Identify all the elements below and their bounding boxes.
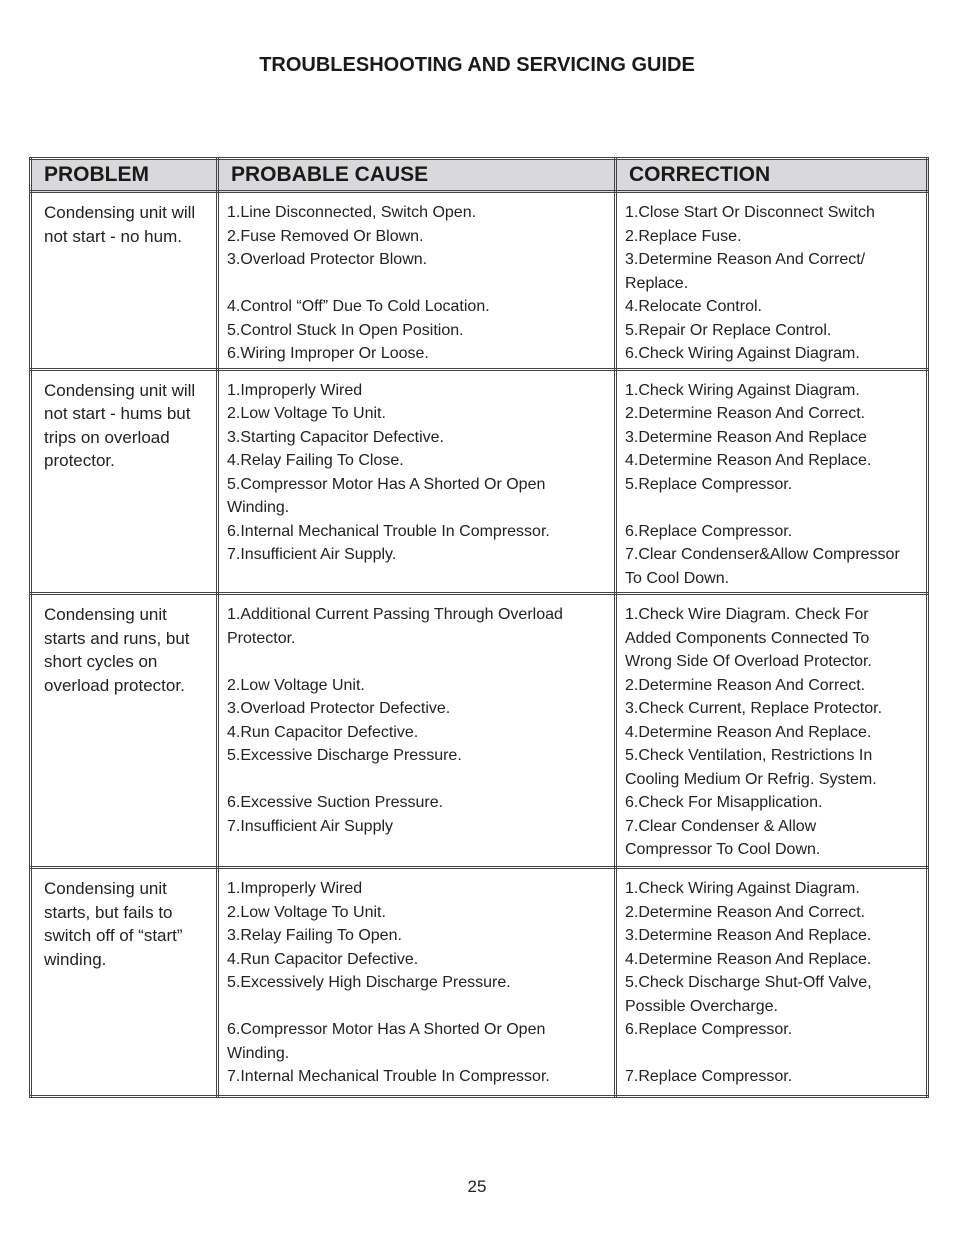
text-line: 7.Clear Condenser&Allow Compressor — [625, 546, 900, 563]
text-line: switch off of “start” — [44, 926, 183, 945]
troubleshooting-table — [29, 157, 929, 1098]
cause-cell — [218, 594, 616, 868]
text-line: 3.Overload Protector Defective. — [227, 700, 451, 717]
text-line: 1.Line Disconnected, Switch Open. — [227, 204, 477, 221]
text-line — [625, 1042, 922, 1066]
text-line: To Cool Down. — [625, 569, 730, 587]
text-line: 2.Low Voltage To Unit. — [227, 405, 386, 422]
text-line: overload protector. — [44, 675, 185, 695]
text-line: 2.Determine Reason And Correct. — [625, 405, 866, 422]
text-line: 2.Determine Reason And Correct. — [625, 676, 866, 694]
text-line: 6.Check For Misapplication. — [625, 794, 823, 811]
cause-cell — [218, 868, 616, 1097]
table-row — [31, 868, 928, 1097]
text-line: 3.Relay Failing To Open. — [227, 927, 402, 944]
cause-cell — [218, 369, 616, 594]
text-line: 4.Determine Reason And Replace. — [625, 452, 872, 469]
text-line — [625, 496, 922, 520]
table-row — [31, 192, 928, 370]
correction-cell — [616, 369, 928, 594]
text-line: Wrong Side Of Overload Protector. — [625, 653, 872, 670]
text-line: starts and runs, but — [44, 628, 190, 648]
text-line: 4.Run Capacitor Defective. — [227, 723, 419, 741]
table-header-row — [31, 159, 928, 192]
text-line: Possible Overcharge. — [625, 997, 778, 1015]
problem-cell — [31, 192, 218, 370]
text-line: winding. — [44, 949, 107, 969]
table-row — [31, 369, 928, 594]
table-row — [31, 594, 928, 868]
text-line: 2.Low Voltage Unit. — [227, 676, 365, 694]
text-line: not start - no hum. — [44, 226, 182, 246]
text-line: 5.Replace Compressor. — [625, 475, 793, 493]
text-line: Winding. — [227, 499, 290, 516]
text-line: 1.Check Wire Diagram. Check For — [625, 606, 869, 623]
text-line: 2.Determine Reason And Correct. — [625, 903, 866, 921]
text-line: trips on overload — [44, 427, 170, 447]
text-line: 3.Determine Reason And Replace — [625, 428, 867, 446]
problem-cell — [31, 594, 218, 868]
text-line: Winding. — [227, 1044, 290, 1062]
text-line: 3.Starting Capacitor Defective. — [227, 428, 444, 446]
text-line: 7.Clear Condenser & Allow — [625, 817, 817, 835]
text-line: 5.Check Ventilation, Restrictions In — [625, 747, 873, 764]
text-line: 1.Close Start Or Disconnect Switch — [625, 204, 875, 221]
text-line: 4.Relocate Control. — [625, 298, 762, 315]
text-line: not start - hums but — [44, 404, 191, 423]
text-line: Condensing unit will — [44, 380, 196, 400]
text-line — [227, 995, 610, 1019]
page-title: TROUBLESHOOTING AND SERVICING GUIDE — [259, 54, 695, 76]
text-line: 2.Low Voltage To Unit. — [227, 903, 386, 921]
text-line — [227, 650, 610, 674]
text-line: Condensing unit — [44, 605, 167, 624]
cause-cell — [218, 192, 616, 370]
text-line: 6.Compressor Motor Has A Shorted Or Open — [227, 1021, 546, 1038]
text-line: Condensing unit will — [44, 203, 196, 222]
text-line: 7.Insufficient Air Supply. — [227, 546, 397, 563]
page-number: 25 — [467, 1177, 487, 1196]
text-line: 5.Excessive Discharge Pressure. — [227, 747, 462, 764]
text-line: Protector. — [227, 629, 296, 647]
text-line: starts, but fails to — [44, 902, 173, 922]
text-line: 5.Check Discharge Shut-Off Valve, — [625, 974, 872, 991]
text-line: 7.Replace Compressor. — [625, 1068, 793, 1085]
text-line: Cooling Medium Or Refrig. System. — [625, 770, 877, 788]
text-line: Condensing unit — [44, 879, 167, 898]
correction-cell — [616, 594, 928, 868]
header-correction: CORRECTION — [616, 159, 928, 192]
text-line: 1.Improperly Wired — [227, 381, 363, 399]
text-line: 1.Check Wiring Against Diagram. — [625, 381, 860, 399]
text-line — [227, 272, 610, 296]
text-line: Replace. — [625, 274, 689, 292]
header-probable-cause: PROBABLE CAUSE — [218, 159, 616, 192]
text-line: 2.Replace Fuse. — [625, 227, 742, 245]
problem-cell — [31, 868, 218, 1097]
text-line: 4.Run Capacitor Defective. — [227, 950, 419, 968]
text-line: Added Components Connected To — [625, 629, 870, 647]
text-line: 6.Excessive Suction Pressure. — [227, 794, 444, 811]
text-line: 3.Determine Reason And Replace. — [625, 927, 872, 944]
text-line: 7.Internal Mechanical Trouble In Compressor. — [227, 1068, 550, 1085]
text-line: 1.Check Wiring Against Diagram. — [625, 880, 860, 897]
text-line: 6.Wiring Improper Or Loose. — [227, 345, 429, 362]
text-line: 4.Relay Failing To Close. — [227, 452, 404, 469]
text-line: 5.Excessively High Discharge Pressure. — [227, 974, 511, 991]
text-line: 4.Determine Reason And Replace. — [625, 950, 872, 968]
text-line: 1.Improperly Wired — [227, 880, 363, 897]
correction-cell — [616, 192, 928, 370]
text-line: 3.Overload Protector Blown. — [227, 251, 428, 268]
text-line — [227, 768, 610, 792]
table-body — [31, 192, 928, 1097]
text-line: 3.Determine Reason And Correct/ — [625, 251, 866, 268]
text-line: 6.Check Wiring Against Diagram. — [625, 345, 860, 362]
text-line: 3.Check Current, Replace Protector. — [625, 700, 883, 717]
text-line: 7.Insufficient Air Supply — [227, 817, 394, 835]
text-line: 5.Control Stuck In Open Position. — [227, 321, 464, 339]
text-line: 5.Repair Or Replace Control. — [625, 321, 832, 339]
text-line: 2.Fuse Removed Or Blown. — [227, 227, 424, 245]
text-line: short cycles on — [44, 652, 158, 671]
text-line: 5.Compressor Motor Has A Shorted Or Open — [227, 475, 546, 493]
text-line: protector. — [44, 451, 115, 470]
text-line: 4.Control “Off” Due To Cold Location. — [227, 298, 490, 315]
text-line: Compressor To Cool Down. — [625, 841, 821, 858]
text-line: 6.Replace Compressor. — [625, 1021, 793, 1038]
text-line: 4.Determine Reason And Replace. — [625, 723, 872, 741]
text-line: 1.Additional Current Passing Through Overload — [227, 606, 563, 623]
text-line: 6.Replace Compressor. — [625, 522, 793, 540]
header-problem: PROBLEM — [31, 159, 218, 192]
problem-cell — [31, 369, 218, 594]
text-line: 6.Internal Mechanical Trouble In Compressor. — [227, 522, 550, 540]
correction-cell — [616, 868, 928, 1097]
